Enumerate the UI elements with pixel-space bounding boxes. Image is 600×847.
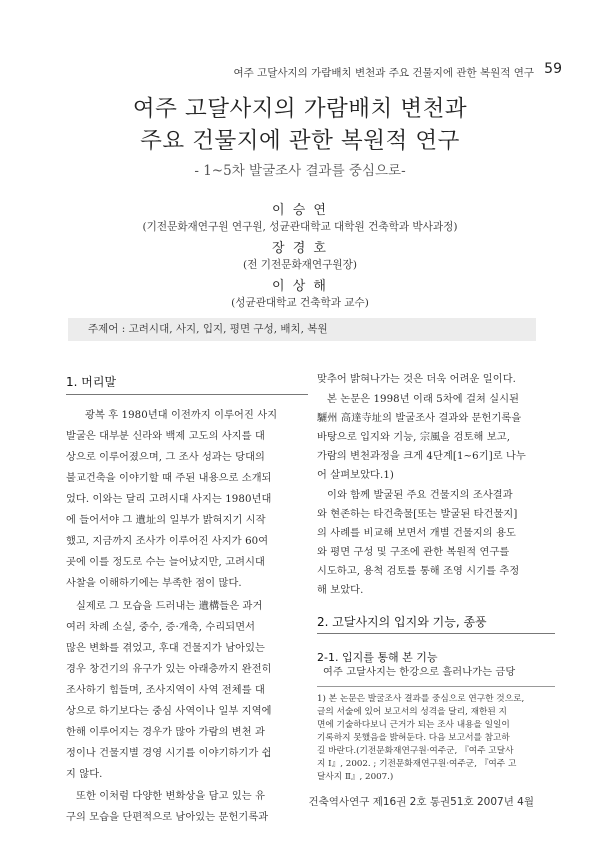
body-line: 곳에 이를 정도로 수는 늘어났지만, 고려시대 — [66, 557, 265, 568]
body-line: 해 보았다. — [317, 585, 364, 596]
section-heading: 1. 머리말 — [66, 375, 117, 389]
running-header: 여주 고달사지의 가람배치 변천과 주요 건물지에 관한 복원적 연구 — [233, 67, 534, 79]
footnote-line: 지 Ⅰ』, 2002. ; 기전문화재연구원·여주군, 『여주 고 — [317, 759, 517, 769]
body-line: 어 살펴보았다.1) — [317, 470, 394, 481]
author-name: 이 승 연 — [272, 203, 328, 218]
body-line: 驪州 高達寺址의 발굴조사 결과와 문헌기록을 — [317, 413, 522, 424]
body-line: 광복 후 1980년대 이전까지 이루어진 사지 — [85, 410, 278, 421]
keywords-box: 주제어 : 고려시대, 사지, 입지, 평면 구성, 배치, 복원 — [68, 318, 536, 341]
body-line: 경우 창건기의 유구가 있는 아래층까지 완전히 — [66, 664, 272, 675]
body-line: 실제로 그 모습을 드러내는 遺構들은 과거 — [76, 601, 263, 612]
author-affiliation: (전 기전문화재연구원장) — [243, 259, 357, 271]
body-line: 가람의 변천과정을 크게 4단계[1~6기]로 나누 — [317, 451, 526, 462]
right-column — [317, 0, 559, 847]
author-affiliation: (성균관대학교 건축학과 교수) — [231, 297, 369, 309]
body-line: 바탕으로 입지와 기능, 宗風을 검토해 보고, — [317, 432, 511, 443]
footnote-line: 길 바란다.(기전문화재연구원·여주군, 『여주 고달사 — [317, 746, 514, 756]
body-line: 또한 이처럼 다양한 변화상을 담고 있는 유 — [76, 791, 266, 802]
body-line: 와 현존하는 타건축물[또는 발굴된 타건물지] — [317, 509, 518, 520]
section-heading-rule — [66, 394, 308, 395]
body-line: 맞추어 밝혀나가는 것은 더욱 어려운 일이다. — [317, 374, 516, 385]
journal-footer: 건축역사연구 제16권 2호 통권51호 2007년 4월 — [308, 796, 534, 808]
paper-title-line-1: 여주 고달사지의 가람배치 변천과 — [132, 96, 468, 122]
body-line: 여러 차례 소실, 중수, 증·개축, 수리되면서 — [66, 622, 256, 633]
body-line: 많은 변화를 겪었고, 후대 건물지가 남아있는 — [66, 643, 265, 654]
body-line: 의 사례를 비교해 보면서 개별 건물지의 용도 — [317, 528, 516, 539]
body-line: 와 평면 구성 및 구조에 관한 복원적 연구를 — [317, 547, 510, 558]
body-line: 한해 이루어지는 경우가 많아 가람의 변천 과 — [66, 727, 265, 738]
author-name: 이 상 해 — [272, 279, 328, 294]
body-line: 상으로 이루어졌으며, 그 조사 성과는 당대의 — [66, 452, 265, 463]
author-affiliation: (기전문화재연구원 연구원, 성균관대학교 대학원 건축학과 박사과정) — [142, 221, 458, 233]
body-line: 불교건축을 이야기할 때 주된 내용으로 소개되 — [66, 473, 272, 484]
body-line: 었다. 이와는 달리 고려시대 사지는 1980년대 — [66, 494, 272, 505]
section-heading-rule — [317, 633, 555, 634]
body-line: 지 않다. — [66, 769, 103, 780]
body-line: 정이나 건물지별 경영 시기를 이야기하기가 쉽 — [66, 748, 272, 759]
body-line: 했고, 지금까지 조사가 이루어진 사지가 60여 — [66, 536, 269, 547]
footnote-line: 글의 서술에 있어 보고서의 성격을 달리, 재한된 지 — [317, 707, 507, 717]
body-line: 시도하고, 용척 검토를 통해 조영 시기를 추정 — [317, 566, 520, 577]
footnote-line: 기록하지 못했음을 밝혀둔다. 다음 보고서를 참고하 — [317, 733, 510, 743]
body-line: 발굴은 대부분 신라와 백제 고도의 사지를 대 — [66, 431, 265, 442]
body-line: 여주 고달사지는 한강으로 흘러나가는 금당 — [323, 667, 516, 678]
left-column — [66, 0, 308, 847]
paper-subtitle: - 1~5차 발굴조사 결과를 중심으로- — [194, 163, 406, 179]
subsection-heading: 2-1. 입지를 통해 본 기능 — [317, 651, 438, 664]
page-number: 59 — [544, 61, 562, 77]
footnote-line: 1) 본 논문은 발굴조사 결과를 중심으로 연구한 것으로, — [317, 694, 525, 704]
body-line: 이와 함께 발굴된 주요 건물지의 조사결과 — [327, 490, 513, 501]
section-heading: 2. 고달사지의 입지와 기능, 종풍 — [317, 615, 487, 629]
body-line: 본 논문은 1998년 이래 5차에 걸쳐 실시된 — [327, 394, 520, 405]
body-line: 구의 모습을 단편적으로 남아있는 문헌기록과 — [66, 812, 269, 823]
body-line: 에 들어서야 그 遺址의 일부가 밝혀지기 시작 — [66, 515, 266, 526]
author-name: 장 경 호 — [272, 241, 328, 256]
footnote-line: 면에 기술하다보니 근거가 되는 조사 내용을 일일이 — [317, 720, 510, 730]
footnote-line: 달사지 Ⅱ』, 2007.) — [317, 772, 394, 782]
body-line: 사찰을 이해하기에는 부족한 점이 많다. — [66, 578, 242, 589]
body-line: 조사하기 힘들며, 조사지역이 사역 전체를 대 — [66, 685, 265, 696]
body-line: 상으로 하기보다는 중심 사역이나 일부 지역에 — [66, 706, 272, 717]
paper-title-line-2: 주요 건물지에 관한 복원적 연구 — [140, 128, 460, 154]
footnote-rule — [317, 686, 555, 687]
